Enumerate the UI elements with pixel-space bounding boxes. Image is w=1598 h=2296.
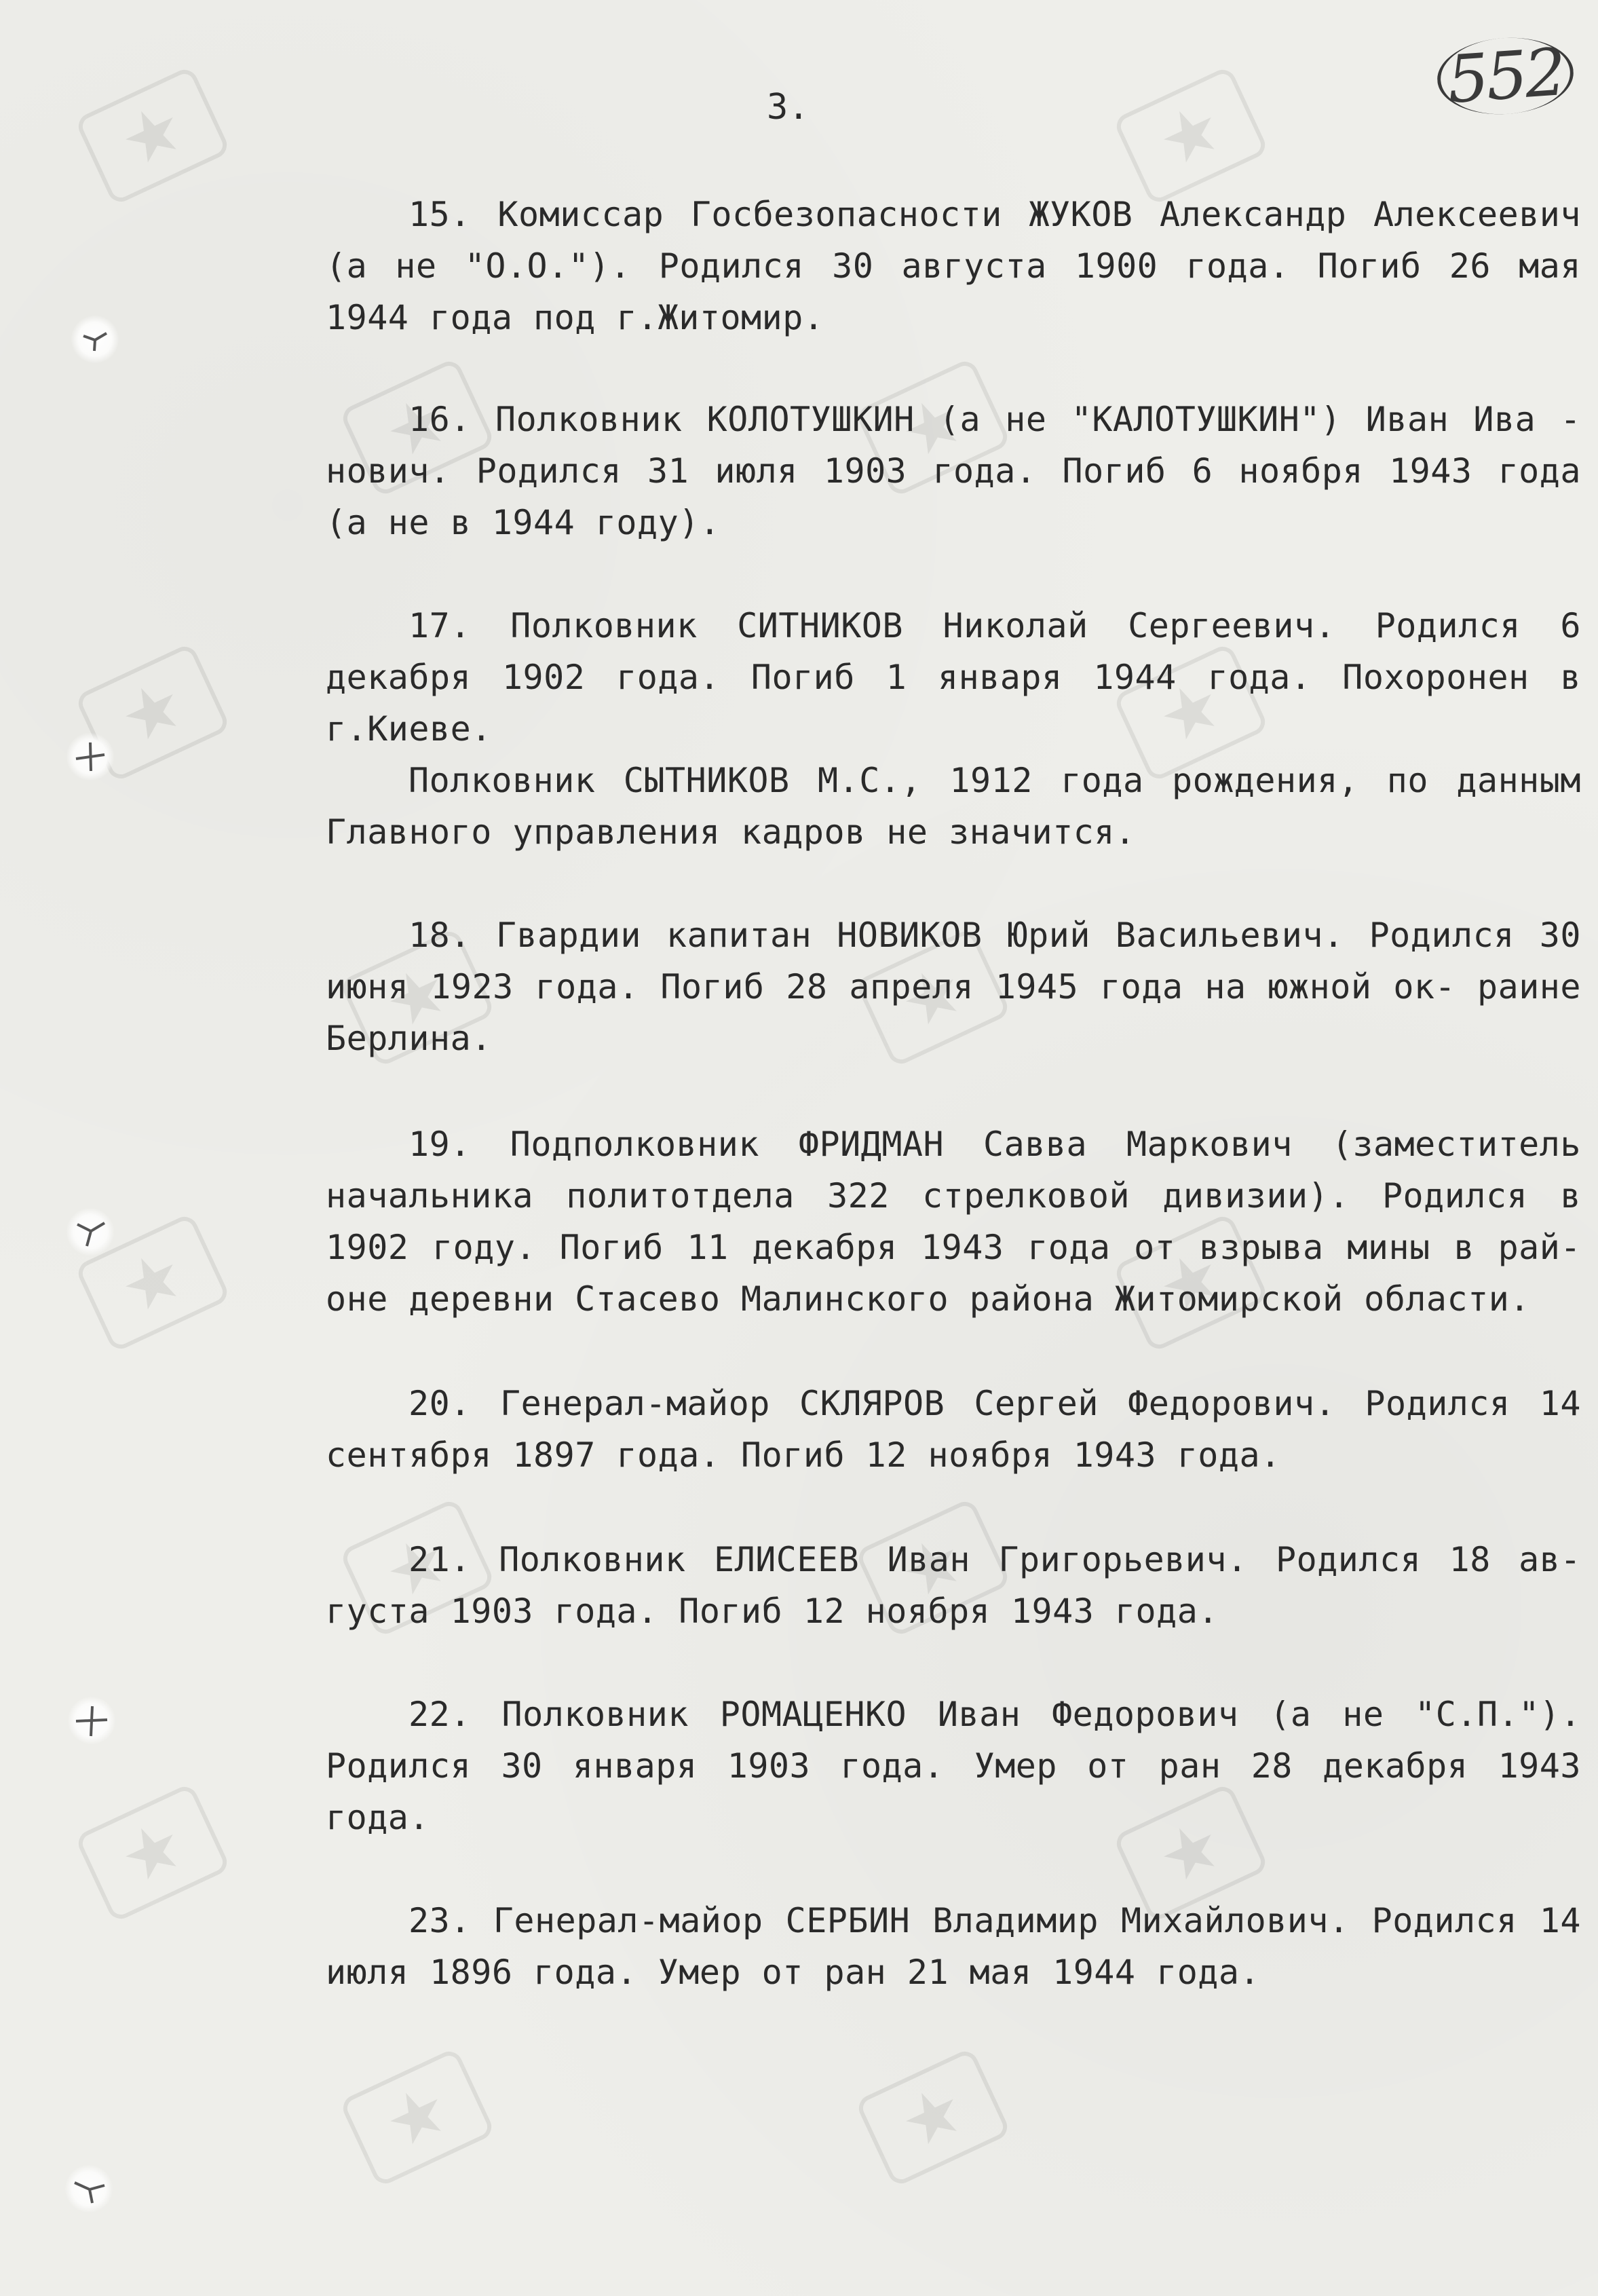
- entry-17: 17. Полковник СИТНИКОВ Николай Сергеевич. Родился 6 декабря 1902 года. Погиб 1 января 1944 года. Похоронен в г.Киеве.: [326, 606, 1581, 749]
- page-number: 3.: [767, 87, 810, 128]
- watermark-logo: [74, 1782, 231, 1923]
- watermark-logo: [339, 2047, 495, 2187]
- entry-20: 20. Генерал-майор СКЛЯРОВ Сергей Федорович. Родился 14 сентября 1897 года. Погиб 12 ноября 1943 года.: [326, 1384, 1581, 1475]
- entry-19: 19. Подполковник ФРИДМАН Савва Маркович (заместитель начальника политотдела 322 стрелковой дивизии). Родился в 1902 году. Погиб 11 декабря 1943 года от взрыва мины в рай- оне деревни Стасево Малинского района Житомирской области.: [326, 1125, 1581, 1319]
- punch-hole: [71, 316, 119, 363]
- entry-17-note: Полковник СЫТНИКОВ М.С., 1912 года рождения, по данным Главного управления кадров не значится.: [326, 761, 1581, 852]
- watermark-logo: [854, 2047, 1011, 2187]
- punch-hole: [66, 733, 114, 780]
- archive-sheet-number-text: 552: [1434, 33, 1576, 119]
- watermark-logo: [1112, 65, 1269, 206]
- entry-21: 21. Полковник ЕЛИСЕЕВ Иван Григорьевич. Родился 18 ав- густа 1903 года. Погиб 12 ноября 1943 года.: [326, 1540, 1581, 1631]
- entry-16: 16. Полковник КОЛОТУШКИН (а не "КАЛОТУШКИН") Иван Ива - нович. Родился 31 июля 1903 года. Погиб 6 ноября 1943 года (а не в 1944 году).: [326, 400, 1581, 542]
- punch-hole: [68, 1697, 115, 1744]
- watermark-logo: [74, 65, 231, 206]
- punch-hole: [65, 2165, 113, 2213]
- archive-sheet-number: [1434, 33, 1576, 119]
- entry-18: 18. Гвардии капитан НОВИКОВ Юрий Васильевич. Родился 30 июня 1923 года. Погиб 28 апреля 1945 года на южной ок- раине Берлина.: [326, 916, 1581, 1058]
- punch-hole: [66, 1208, 114, 1256]
- entry-22: 22. Полковник РОМАЦЕНКО Иван Федорович (а не "С.П."). Родился 30 января 1903 года. Умер от ран 28 декабря 1943 года.: [326, 1695, 1581, 1837]
- entry-15: 15. Комиссар Госбезопасности ЖУКОВ Александр Алексеевич (а не "О.О."). Родился 30 августа 1900 года. Погиб 26 мая 1944 года под г.Житомир.: [326, 195, 1581, 337]
- entry-23: 23. Генерал-майор СЕРБИН Владимир Михайлович. Родился 14 июля 1896 года. Умер от ран 21 мая 1944 года.: [326, 1901, 1581, 1992]
